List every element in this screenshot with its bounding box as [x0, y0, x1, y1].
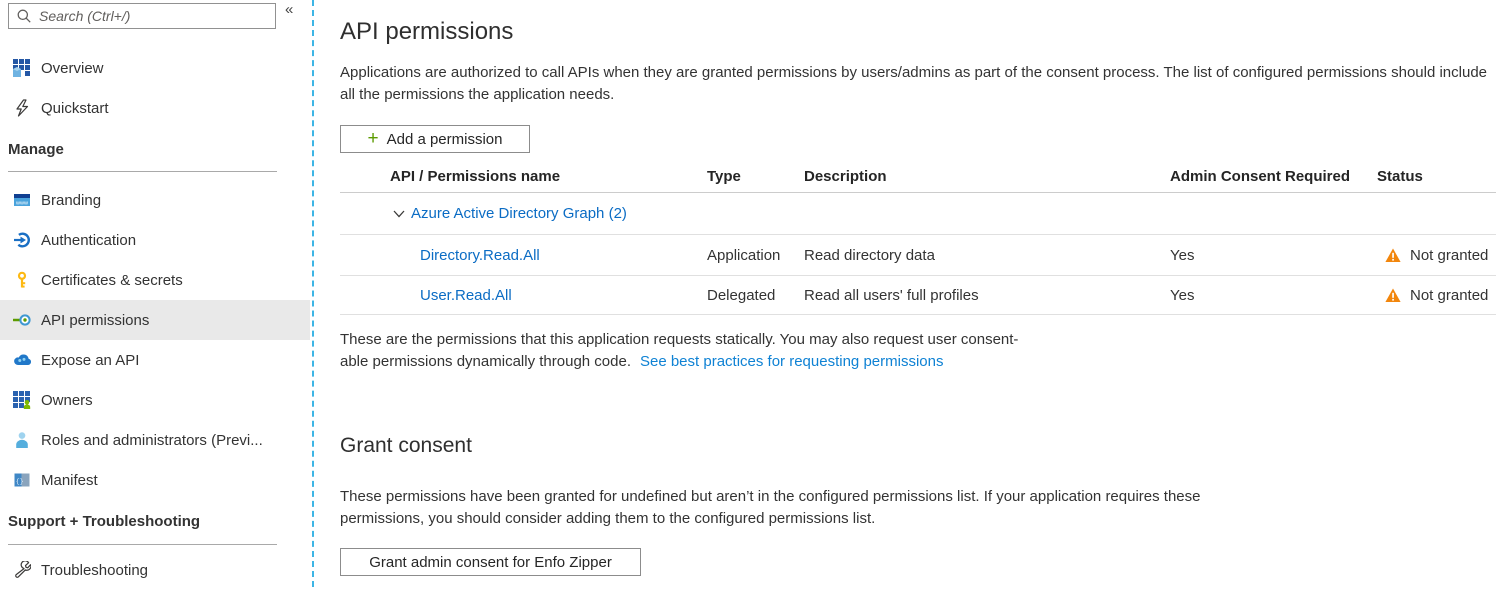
sidebar-item-label: Expose an API: [41, 351, 140, 369]
permission-description: Read directory data: [804, 246, 935, 264]
sidebar-item-label: Authentication: [41, 231, 137, 249]
person-icon: [13, 431, 31, 449]
status-text: Not granted: [1410, 286, 1489, 304]
sidebar-item-expose-an-api[interactable]: [0, 340, 310, 380]
sidebar-item-overview[interactable]: [0, 48, 310, 88]
grant-desc-line-2: permissions, you should consider adding them to the configured permissions list.: [340, 510, 876, 527]
col-header-status: Status: [1377, 167, 1423, 185]
section-header-manage: Manage: [8, 141, 64, 158]
sidebar-item-label: Owners: [41, 391, 93, 409]
sidebar-item-label: Certificates & secrets: [41, 271, 183, 289]
admin-consent-value: Yes: [1170, 286, 1195, 304]
authentication-icon: [13, 231, 31, 249]
sidebar-item-authentication[interactable]: [0, 220, 310, 260]
section-divider: [8, 171, 277, 172]
permission-type: Delegated: [707, 286, 776, 304]
table-group-row: [340, 193, 1496, 235]
overview-grid-cube-icon: [13, 59, 31, 77]
sidebar: [0, 0, 310, 587]
sidebar-item-branding[interactable]: [0, 180, 310, 220]
sidebar-search-box[interactable]: [8, 3, 276, 29]
svg-text:{}: {}: [15, 477, 24, 485]
api-group-link[interactable]: Azure Active Directory Graph (2): [411, 205, 627, 222]
add-permission-button[interactable]: + Add a permission: [340, 125, 530, 153]
permission-name-link[interactable]: Directory.Read.All: [420, 246, 540, 264]
warning-icon: [1385, 288, 1401, 303]
sidebar-item-label: API permissions: [41, 311, 150, 329]
col-header-name: API / Permissions name: [390, 167, 561, 185]
permission-name-link[interactable]: User.Read.All: [420, 286, 512, 304]
grant-consent-title: Grant consent: [340, 434, 472, 457]
sidebar-item-label: Branding: [41, 191, 102, 209]
sidebar-item-quickstart[interactable]: [0, 88, 310, 128]
api-permissions-panel: [340, 0, 1496, 587]
intro-line-2: all the permissions the application needs.: [340, 86, 615, 103]
page-title: API permissions: [340, 18, 514, 45]
sidebar-item-manifest[interactable]: [0, 460, 310, 500]
sidebar-item-owners[interactable]: [0, 380, 310, 420]
note-line-2: able permissions dynamically through code.: [340, 353, 631, 370]
lightning-icon: [13, 99, 31, 117]
table-row: [340, 235, 1496, 276]
sidebar-item-label: Overview: [41, 59, 104, 77]
sidebar-item-api-permissions[interactable]: [0, 300, 310, 340]
section-header-support: Support + Troubleshooting: [8, 513, 201, 530]
svg-text:www: www: [16, 200, 28, 207]
note-line-1: These are the permissions that this application requests statically. You may also request user consent-: [340, 331, 1019, 348]
warning-icon: [1385, 248, 1401, 263]
plus-icon: +: [367, 127, 379, 149]
col-header-type: Type: [707, 167, 741, 185]
static-permissions-note: [340, 329, 1018, 373]
search-icon: [16, 8, 32, 24]
permission-type: Application: [707, 246, 781, 264]
sidebar-item-label: Troubleshooting: [41, 561, 149, 579]
key-icon: [13, 271, 31, 289]
status-text: Not granted: [1410, 246, 1489, 264]
panel-divider: [312, 0, 314, 587]
grant-desc-line-1: These permissions have been granted for undefined but aren’t in the configured permissions list. If your application requires these: [340, 488, 1201, 505]
cloud-icon: [13, 351, 31, 369]
sidebar-item-roles-administrators[interactable]: [0, 420, 310, 460]
api-permissions-icon: [13, 311, 31, 329]
col-header-admin-consent: Admin Consent Required: [1170, 167, 1351, 185]
intro-text: [340, 62, 1496, 106]
sidebar-item-certificates-secrets[interactable]: [0, 260, 310, 300]
admin-consent-value: Yes: [1170, 246, 1195, 264]
permission-description: Read all users' full profiles: [804, 286, 979, 304]
chevron-down-icon[interactable]: [392, 208, 406, 220]
table-header-row: [340, 160, 1496, 193]
owners-grid-person-icon: [13, 391, 31, 409]
wrench-icon: [13, 561, 31, 579]
sidebar-item-label: Quickstart: [41, 99, 109, 117]
sidebar-item-label: Manifest: [41, 471, 98, 489]
collapse-sidebar-icon[interactable]: «: [285, 1, 294, 18]
branding-icon: [13, 191, 31, 209]
best-practices-link[interactable]: See best practices for requesting permissions: [639, 353, 944, 370]
intro-line-1: Applications are authorized to call APIs when they are granted permissions by users/admins as part of the consent process. The list of configured permissions should include: [340, 64, 1488, 81]
section-divider: [8, 544, 277, 545]
search-input[interactable]: [39, 8, 268, 24]
grant-consent-description: [340, 486, 1201, 530]
sidebar-item-label: Roles and administrators (Previ...: [41, 431, 263, 449]
table-row: [340, 276, 1496, 315]
manifest-code-icon: [13, 471, 31, 489]
sidebar-item-troubleshooting[interactable]: [0, 550, 310, 590]
col-header-description: Description: [804, 167, 887, 185]
grant-admin-consent-button[interactable]: Grant admin consent for Enfo Zipper: [340, 548, 641, 576]
